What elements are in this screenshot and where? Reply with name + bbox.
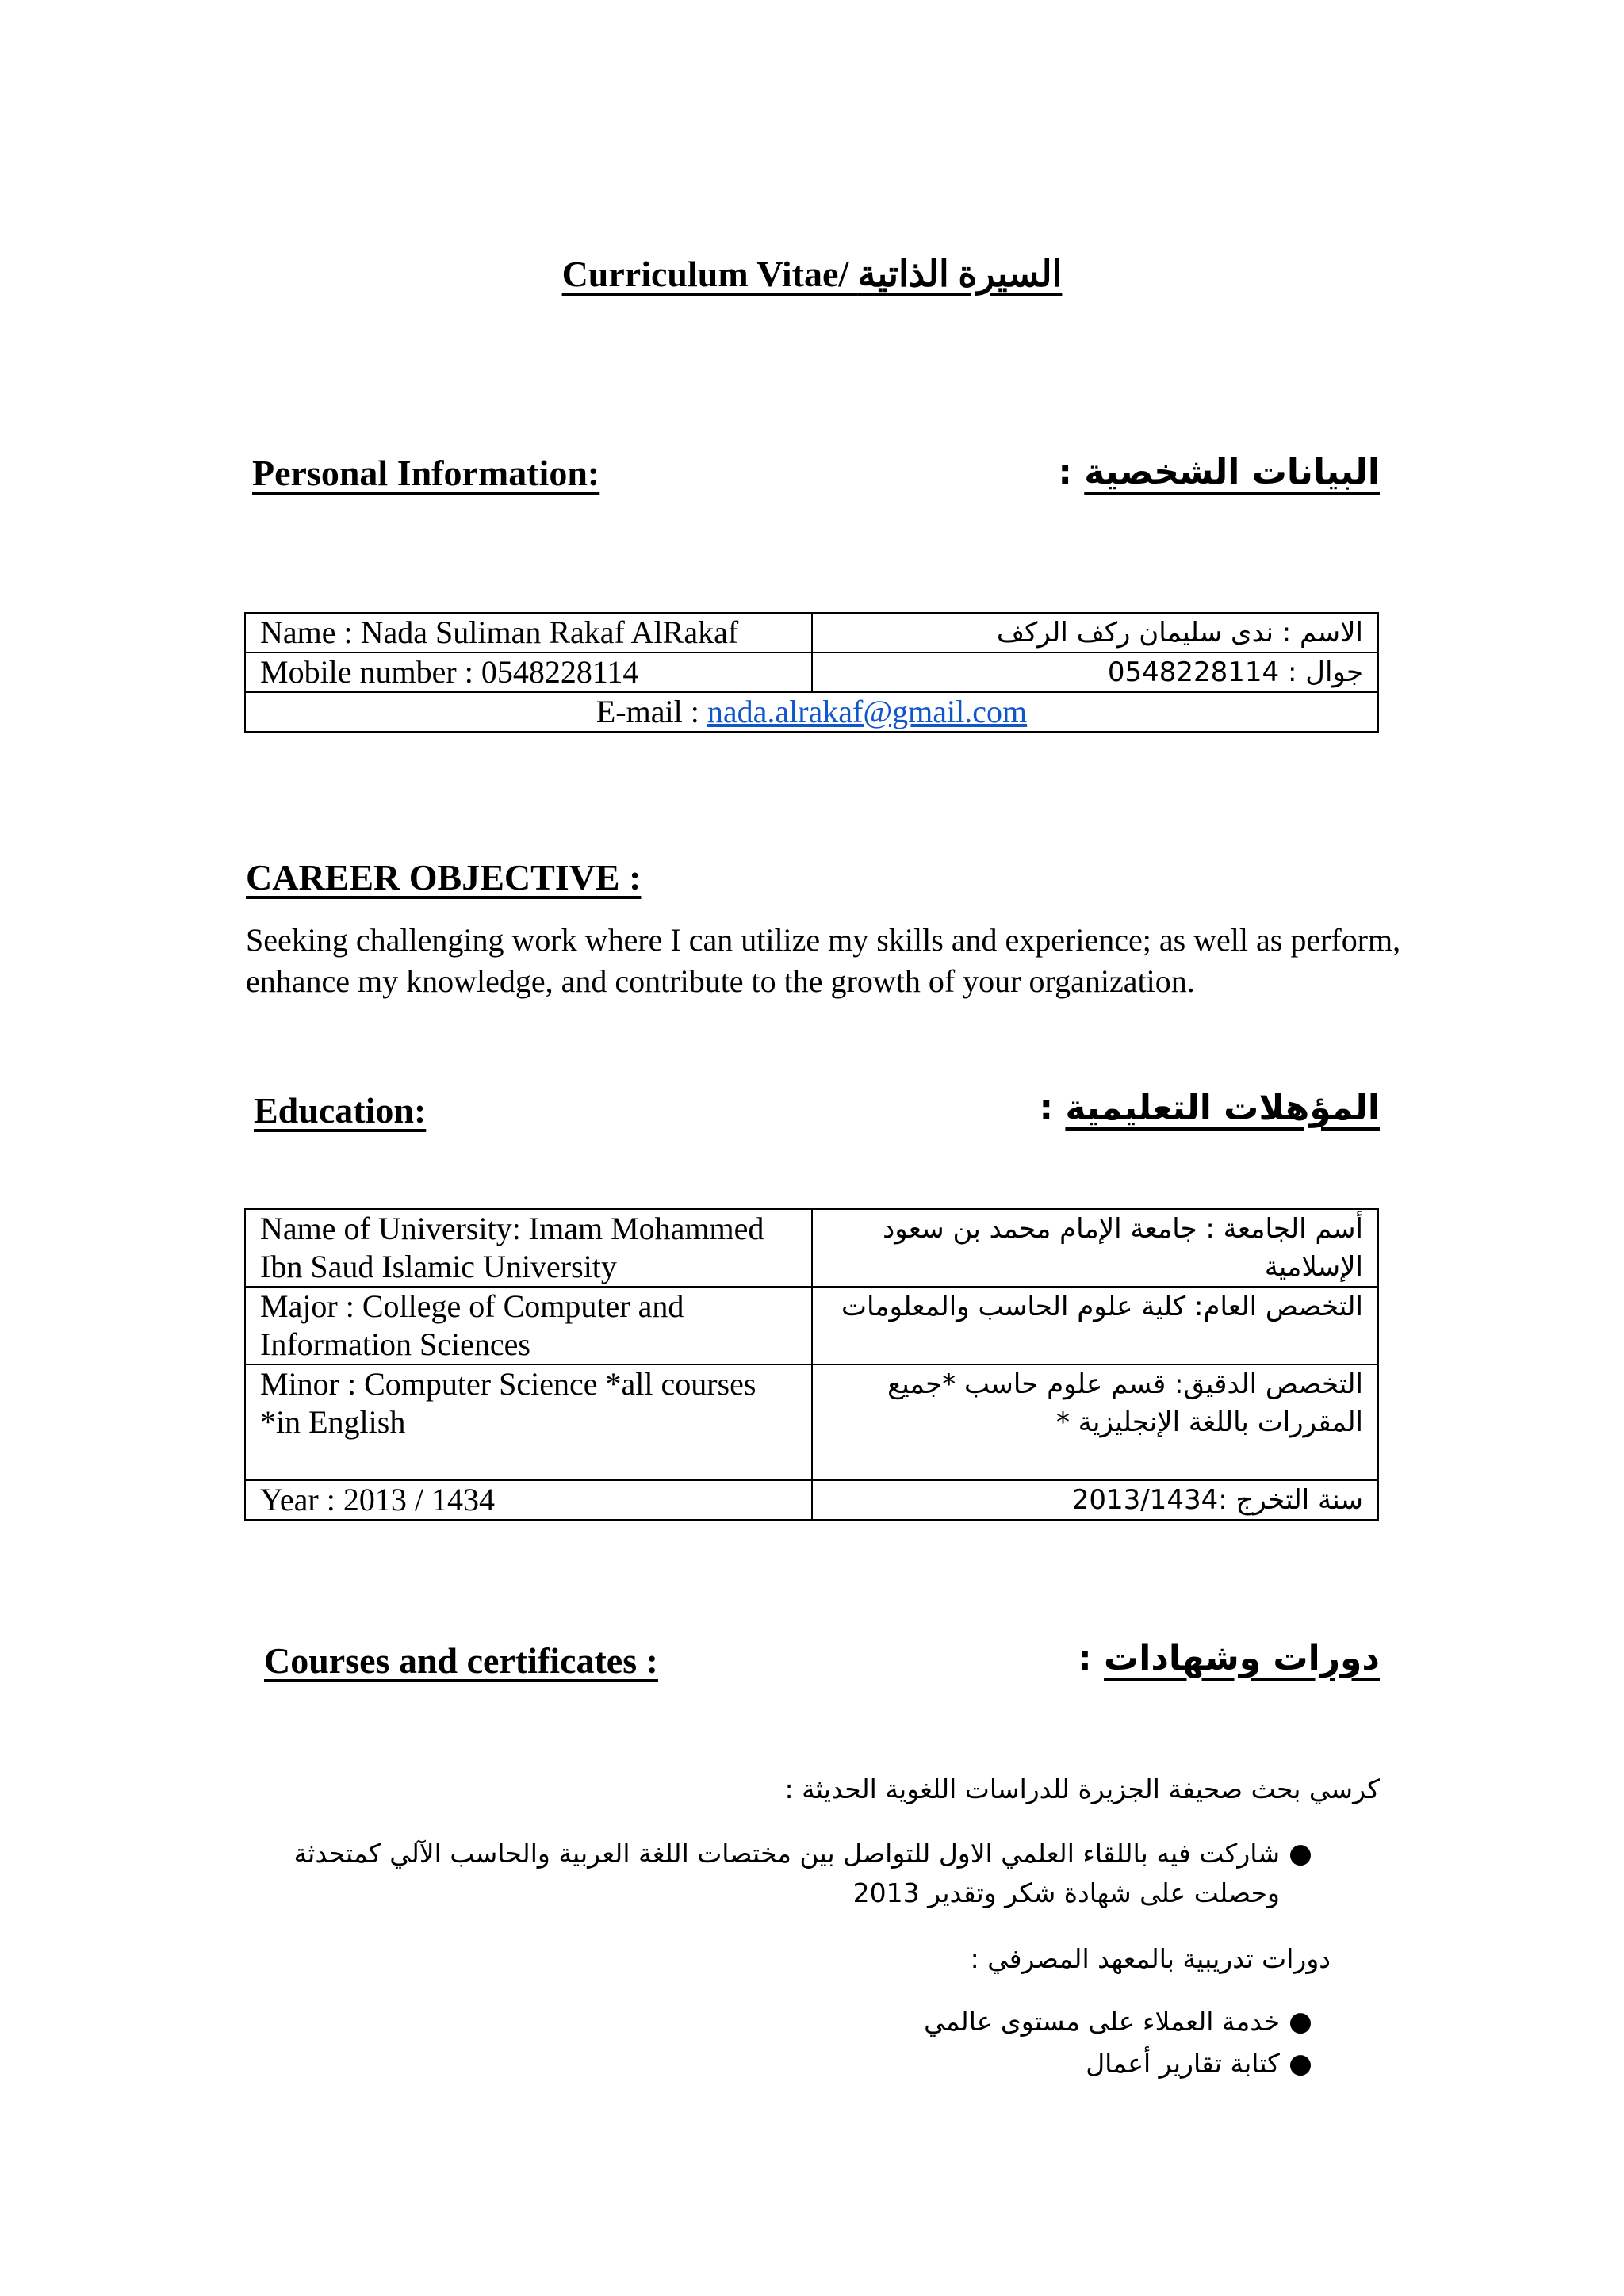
year-ar-cell: سنة التخرج :2013/1434 [812, 1480, 1379, 1520]
table-row [245, 1364, 1378, 1480]
year-en-cell: Year : 2013 / 1434 [245, 1480, 812, 1520]
minor-ar-cell: التخصص الدقيق: قسم علوم حاسب *جميع المقررات باللغة الإنجليزية * [812, 1364, 1379, 1480]
list-item [195, 1834, 1321, 1913]
university-ar-cell: أسم الجامعة : جامعة الإمام محمد بن سعود الإسلامية [812, 1209, 1379, 1287]
course-group-title: كرسي بحث صحيفة الجزيرة للدراسات اللغوية الحديثة : [784, 1774, 1380, 1804]
courses-heading-ar-colon: : [1078, 1638, 1105, 1678]
table-row [245, 1287, 1378, 1364]
name-en-cell: Name : Nada Suliman Rakaf AlRakaf [245, 613, 812, 652]
education-heading-ar-text: المؤهلات التعليمية [1065, 1088, 1380, 1128]
table-row [245, 613, 1378, 652]
table-row [245, 1209, 1378, 1287]
course-item-text: شاركت فيه باللقاء العلمي الاول للتواصل بين مختصات اللغة العربية والحاسب الآلي كمتحدثة وحصلت على شهادة شكر وتقدير 2013 [293, 1838, 1280, 1908]
major-ar-cell: التخصص العام: كلية علوم الحاسب والمعلومات [812, 1287, 1379, 1364]
list-item [924, 2002, 1321, 2042]
list-item [1086, 2044, 1321, 2084]
career-objective-text: Seeking challenging work where I can utilize my skills and experience; as well as perform, enhance my knowledge, and contribute to the growth of your organization. [246, 922, 1401, 999]
name-ar-cell: الاسم : ندى سليمان ركف الركف [812, 613, 1379, 652]
courses-heading-ar-text: دورات وشهادات [1104, 1638, 1380, 1678]
personal-info-table [244, 612, 1379, 733]
course-group-title: دورات تدريبية بالمعهد المصرفي : [970, 1943, 1331, 1974]
personal-info-heading-ar-text: البيانات الشخصية [1084, 452, 1380, 492]
education-heading-ar-colon: : [1039, 1088, 1066, 1128]
personal-info-heading-ar-colon: : [1058, 452, 1085, 492]
education-heading: Education: [254, 1090, 427, 1131]
personal-info-heading: Personal Information: [252, 453, 600, 493]
mobile-ar-cell: جوال : 0548228114 [812, 652, 1379, 692]
email-label: E-mail : [596, 694, 707, 729]
table-row [245, 692, 1378, 732]
table-row [245, 652, 1378, 692]
education-table [244, 1208, 1379, 1521]
bullet-icon: ● [1289, 2048, 1312, 2080]
email-cell [245, 692, 1378, 732]
bullet-icon: ● [1289, 1838, 1312, 1869]
courses-heading: Courses and certificates : [264, 1640, 658, 1681]
table-row [245, 1480, 1378, 1520]
bullet-icon: ● [1289, 2006, 1312, 2038]
document-title [0, 252, 1624, 295]
courses-heading-ar [1078, 1638, 1380, 1678]
education-heading-ar [1039, 1088, 1380, 1128]
major-en-cell: Major : College of Computer and Information Sciences [245, 1287, 812, 1364]
minor-en-cell: Minor : Computer Science *all courses *in English [245, 1364, 812, 1480]
career-objective-heading: CAREER OBJECTIVE : [246, 857, 642, 897]
course-item-text: كتابة تقارير أعمال [1086, 2048, 1280, 2079]
document-title-text: Curriculum Vitae/ السيرة الذاتية [561, 254, 1063, 294]
mobile-en-cell: Mobile number : 0548228114 [245, 652, 812, 692]
university-en-cell: Name of University: Imam Mohammed Ibn Saud Islamic University [245, 1209, 812, 1287]
personal-info-heading-ar [1058, 452, 1380, 492]
email-link[interactable]: nada.alrakaf@gmail.com [707, 694, 1028, 729]
course-item-text: خدمة العملاء على مستوى عالمي [924, 2006, 1280, 2037]
